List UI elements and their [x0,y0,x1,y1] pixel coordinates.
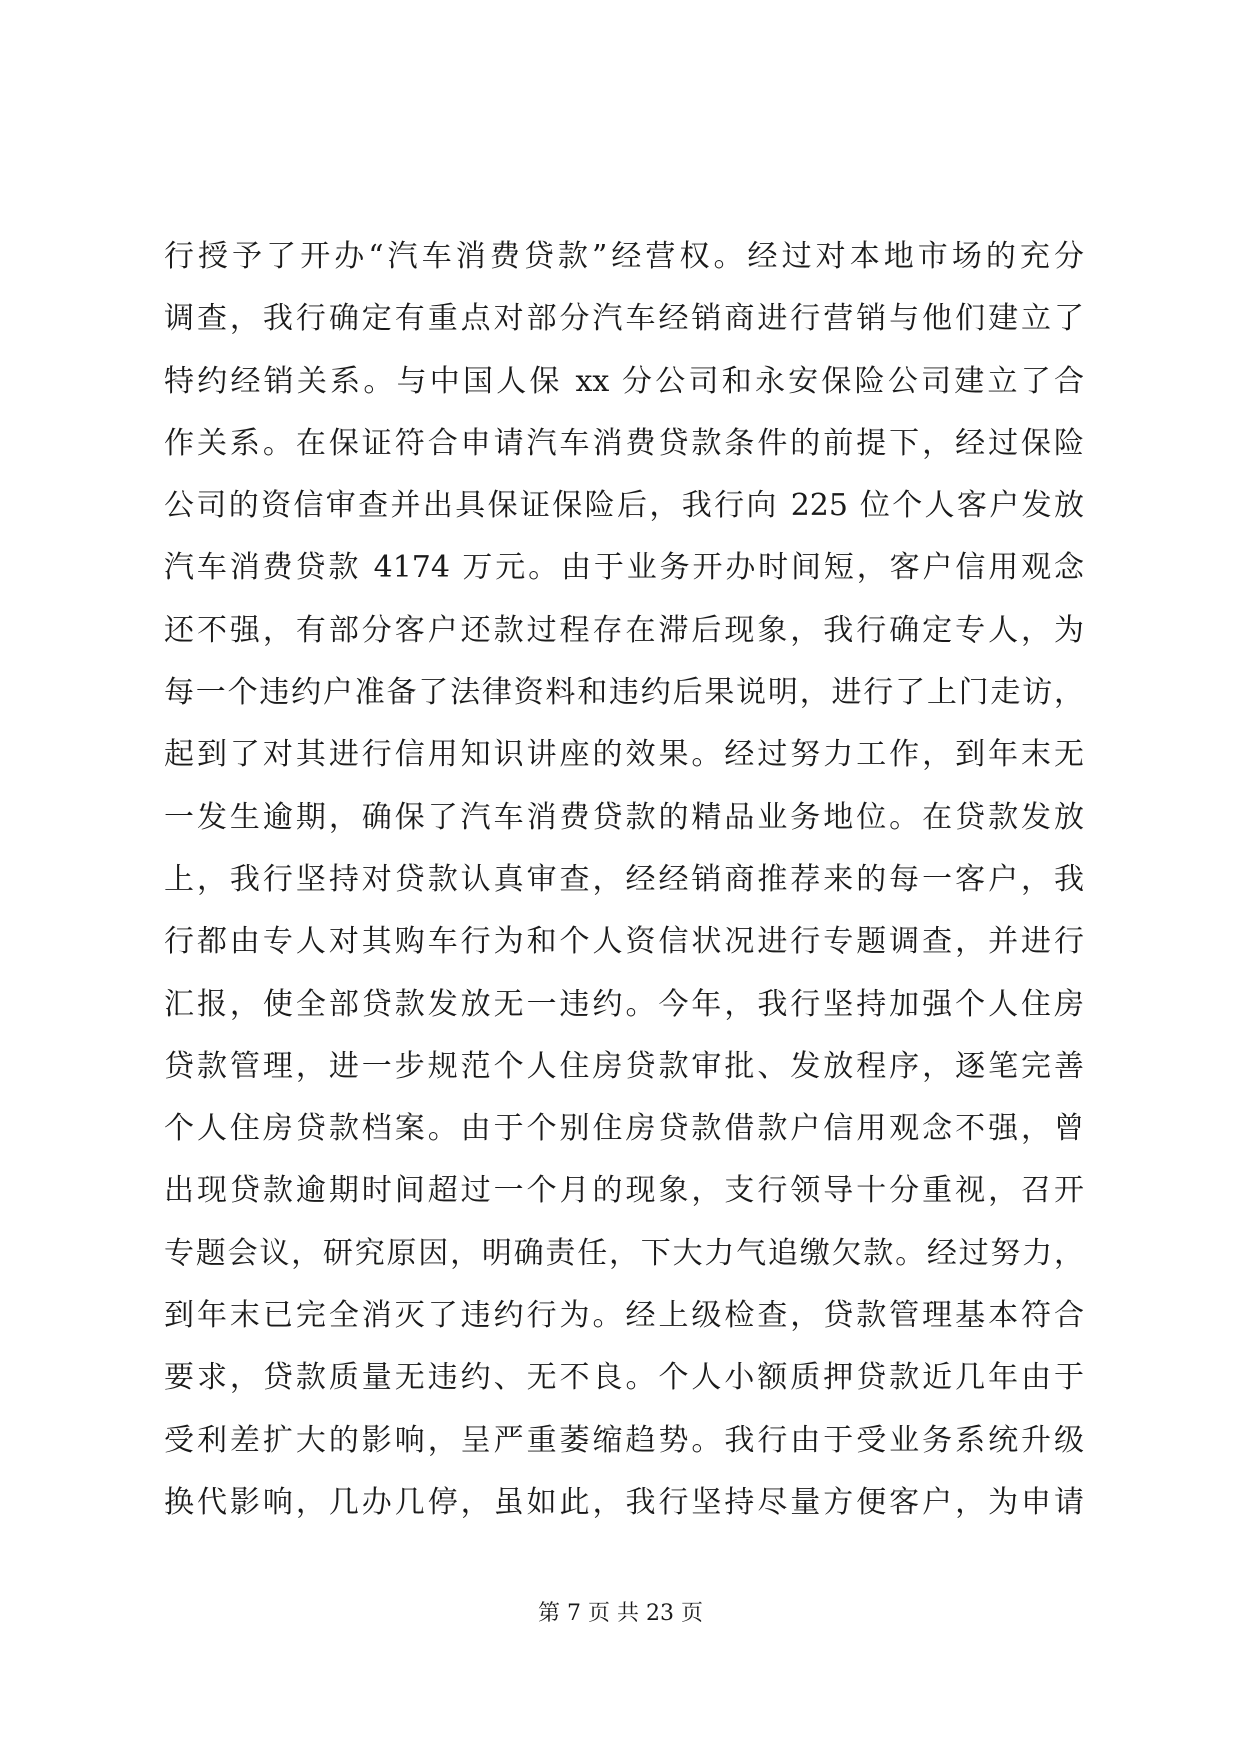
page-number-footer: 第 7 页 共 23 页 [538,1601,703,1626]
text-line: 贷款管理，进一步规范个人住房贷款审批、发放程序，逐笔完善 [164,1048,1084,1084]
text-line: 作关系。在保证符合申请汽车消费贷款条件的前提下，经过保险 [164,425,1084,461]
text-line: 专题会议，研究原因，明确责任，下大力气追缴欠款。经过努力， [164,1235,1084,1271]
text-line: 个人住房贷款档案。由于个别住房贷款借款户信用观念不强，曾 [164,1111,1084,1147]
text-line: 行都由专人对其购车行为和个人资信状况进行专题调查，并进行 [164,924,1084,960]
text-line: 行授予了开办“汽车消费贷款”经营权。经过对本地市场的充分 [164,239,1084,274]
text-line: 要求，贷款质量无违约、无不良。个人小额质押贷款近几年由于 [164,1360,1084,1396]
body-text [164,226,1084,1534]
text-line: 还不强，有部分客户还款过程存在滞后现象，我行确定专人，为 [164,612,1084,648]
text-line: 到年末已完全消灭了违约行为。经上级检查，贷款管理基本符合 [164,1298,1084,1334]
text-line: 汽车消费贷款 4174 万元。由于业务开办时间短，客户信用观念 [164,550,1084,586]
text-line: 起到了对其进行信用知识讲座的效果。经过努力工作，到年末无 [164,737,1084,773]
text-line: 换代影响，几办几停，虽如此，我行坚持尽量方便客户，为申请 [164,1484,1084,1520]
text-line: 汇报，使全部贷款发放无一违约。今年，我行坚持加强个人住房 [164,986,1084,1022]
text-line: 出现贷款逾期时间超过一个月的现象，支行领导十分重视，召开 [164,1173,1084,1209]
text-line: 调查，我行确定有重点对部分汽车经销商进行营销与他们建立了 [164,301,1084,337]
text-line: 受利差扩大的影响，呈严重萎缩趋势。我行由于受业务系统升级 [164,1422,1084,1458]
text-line: 上，我行坚持对贷款认真审查，经经销商推荐来的每一客户，我 [164,861,1084,897]
text-line: 公司的资信审查并出具保证保险后，我行向 225 位个人客户发放 [164,488,1084,524]
text-line: 特约经销关系。与中国人保 xx 分公司和永安保险公司建立了合 [164,363,1084,399]
text-line: 一发生逾期，确保了汽车消费贷款的精品业务地位。在贷款发放 [164,799,1084,835]
text-line: 每一个违约户准备了法律资料和违约后果说明，进行了上门走访， [164,675,1084,711]
